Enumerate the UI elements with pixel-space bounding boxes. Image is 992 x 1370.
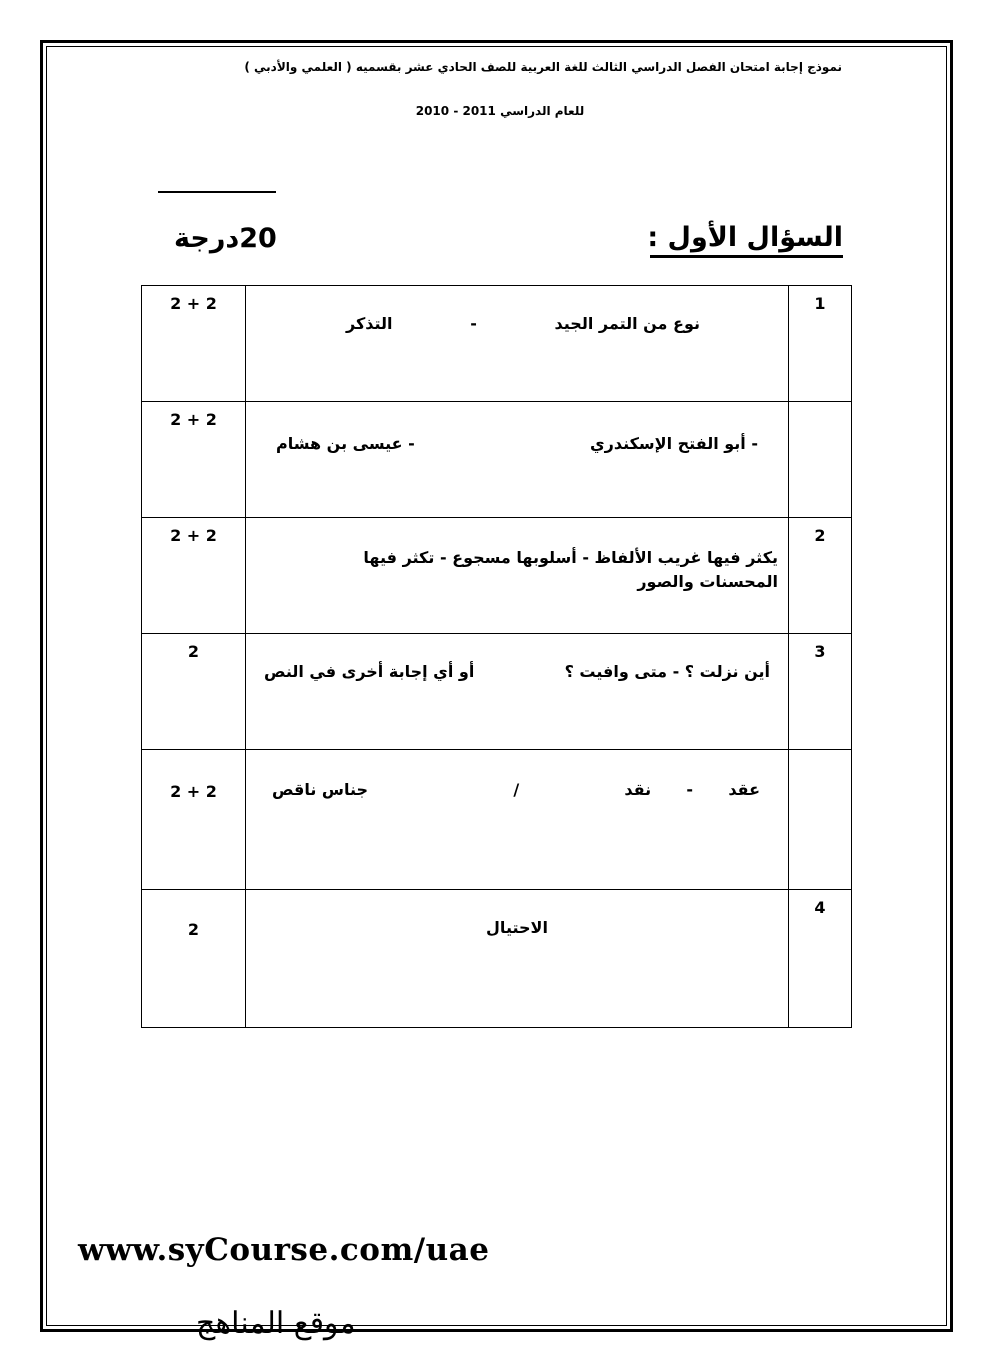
answer-separator: -: [686, 780, 694, 799]
answer-separator: -: [470, 314, 477, 333]
answer-part: جناس ناقص: [272, 780, 369, 799]
grade-underline: [158, 191, 276, 193]
question-number: 3: [789, 634, 852, 750]
answer-cell: [246, 890, 789, 1028]
answer-cell: [246, 402, 789, 518]
question-number: [789, 402, 852, 518]
table-row: [142, 286, 852, 402]
question-title: السؤال الأول :: [650, 222, 843, 258]
answer-line: يكثر فيها غريب الألفاظ - أسلوبها مسجوع - تكثر فيها: [363, 548, 778, 567]
mark-cell: 2 + 2: [142, 286, 246, 402]
question-number: 2: [789, 518, 852, 634]
answer-part: أو أي إجابة أخرى في النص: [264, 662, 475, 681]
exam-header-title: نموذج إجابة امتحان الفصل الدراسي الثالث للغة العربية للصف الحادي عشر بقسميه ( العلمي والأدبي ): [244, 60, 842, 74]
table-row: [142, 634, 852, 750]
answer-part: أين نزلت ؟ - متى وافيت ؟: [564, 662, 770, 681]
answer-part: الاحتيال: [486, 918, 548, 937]
answer-cell: [246, 286, 789, 402]
question-number: 1: [789, 286, 852, 402]
answer-part: - عيسى بن هشام: [276, 434, 415, 453]
table-row: [142, 890, 852, 1028]
mark-cell: 2 + 2: [142, 402, 246, 518]
answer-cell: [246, 518, 789, 634]
mark-cell: 2: [142, 634, 246, 750]
mark-cell: 2: [142, 890, 246, 1028]
question-number: [789, 750, 852, 890]
mark-cell: 2 + 2: [142, 750, 246, 890]
answer-cell: [246, 750, 789, 890]
question-number: 4: [789, 890, 852, 1028]
answer-part: التذكر: [346, 314, 393, 333]
table-row: [142, 518, 852, 634]
mark-cell: 2 + 2: [142, 518, 246, 634]
table-row: [142, 750, 852, 890]
watermark-site-name: موقع المناهج: [196, 1306, 356, 1341]
table-row: [142, 402, 852, 518]
question-grade: 20درجة: [174, 223, 277, 254]
answer-part: نقد: [624, 780, 652, 799]
answer-cell: [246, 634, 789, 750]
exam-header-year: للعام الدراسي 2011 - 2010: [415, 104, 585, 118]
watermark-url: www.syCourse.com/uae: [78, 1232, 490, 1268]
answer-part: عقد: [728, 780, 760, 799]
answers-table: [141, 285, 852, 1028]
answer-line: المحسنات والصور: [637, 572, 778, 591]
answer-separator: /: [513, 780, 520, 799]
answer-part: نوع من التمر الجيد: [554, 314, 700, 333]
answer-part: - أبو الفتح الإسكندري: [589, 434, 758, 453]
